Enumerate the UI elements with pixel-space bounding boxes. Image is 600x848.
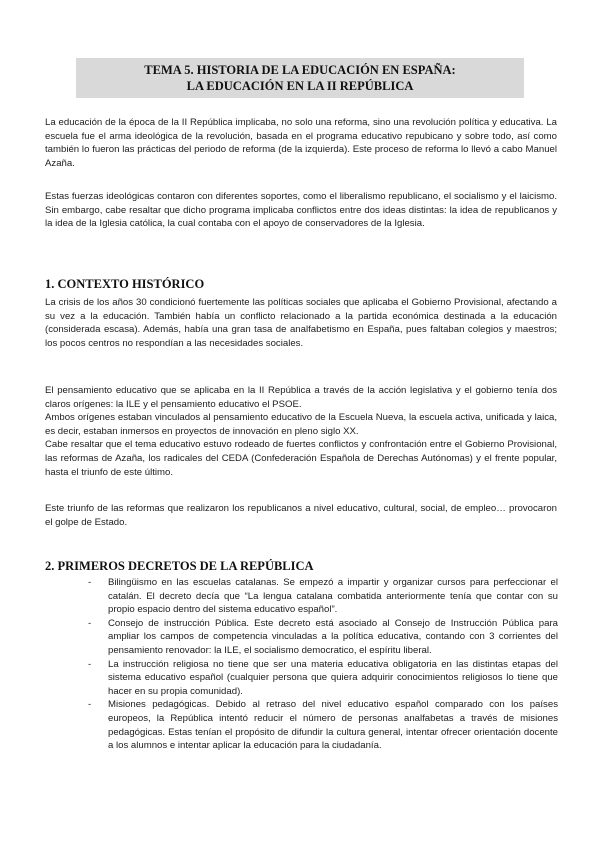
bullet-dash: - xyxy=(88,658,92,670)
bullet-dash: - xyxy=(88,699,92,711)
title-line-1: TEMA 5. HISTORIA DE LA EDUCACIÓN EN ESPAÑA: xyxy=(144,63,456,77)
title-box xyxy=(76,58,524,98)
intro-paragraph-2: Estas fuerzas ideológicas contaron con diferentes soportes, como el liberalismo republicano, el socialismo y el laicismo. Sin embargo, cabe resaltar que dicho programa implicaba conflictos entre dos ideas distintas: la idea de republicanos y la idea de la Iglesia católica, la cual contaba con el apoyo de conservadores de la Iglesia. xyxy=(45,191,557,230)
section-1-p2b: Ambos orígenes estaban vinculados al pensamiento educativo de la Escuela Nueva, la escuela activa, unificada y laica, es decir, estaban inmersos en proyectos de innovación en pleno siglo XX. xyxy=(45,412,557,437)
section-1-heading: 1. CONTEXTO HISTÓRICO xyxy=(45,277,205,291)
bullet-dash: - xyxy=(88,617,92,629)
list-item: - Misiones pedagógicas. Debido al retraso del nivel educativo español comparado con los países europeos, la República intentó reducir el número de personas analfabetas a través de misiones pedagógicas. Estas tenían el propósito de difundir la cultura general, intentar ofrecer orientación docente a los alumnos e intentar aplicar la educación para la ciudadanía. xyxy=(88,699,558,752)
section-2-heading: 2. PRIMEROS DECRETOS DE LA REPÚBLICA xyxy=(45,559,314,573)
section-1-paragraph-1: La crisis de los años 30 condicionó fuertemente las políticas sociales que aplicaba el Gobierno Provisional, afectando a su vez a la educación. También había un conflicto relacionado a la partida económica destinada a la educación (considerada escasa). Además, había una gran tasa de analfabetismo en España, pues faltaban colegios y maestros; los pocos centros no respondían a las necesidades sociales. xyxy=(45,297,557,349)
list-item: - Bilingüismo en las escuelas catalanas. Se empezó a impartir y organizar cursos para perfeccionar el catalán. El decreto decía que “La lengua catalana combatida anteriormente tenía que contar con su propio espacio dentro del sistema educativo español”. xyxy=(88,577,558,616)
decree-list xyxy=(88,576,558,753)
list-item: - Consejo de instrucción Pública. Este decreto está asociado al Consejo de Instrucción Pública para ampliar los campos de competencia vinculadas a la política educativa, contando con 3 corrientes del pensamiento renovador: la ILE, el socialismo democratico, el espíritu liberal. xyxy=(88,617,558,656)
intro-paragraph-1: La educación de la época de la II República implicaba, no solo una reforma, sino una revolución política y educativa. La escuela fue el arma ideológica de la revolución, basada en el programa educativo repubicano y sobre todo, así como también lo fueron las prácticas del periodo de reforma (de la izquierda). Este proceso de reforma lo llevó a cabo Manuel Azaña. xyxy=(45,117,557,169)
list-item: - La instrucción religiosa no tiene que ser una materia educativa obligatoria en las distintas etapas del sistema educativo español (cualquier persona que quiera adquirir conocimientos religiosos lo tiene que hacer en su propia comunidad). xyxy=(88,658,558,697)
section-1-p2a: El pensamiento educativo que se aplicaba en la II República a través de la acción legislativa y el gobierno tenía dos claros orígenes: la ILE y el pensamiento educativo el PSOE. xyxy=(45,385,557,410)
bullet-dash: - xyxy=(88,577,92,588)
title-line-2: LA EDUCACIÓN EN LA II REPÚBLICA xyxy=(186,79,414,93)
section-1-paragraph-2 xyxy=(45,384,557,479)
section-1-paragraph-3: Este triunfo de las reformas que realizaron los republicanos a nivel educativo, cultural, social, de empleo… provocaron el golpe de Estado. xyxy=(45,503,557,528)
section-1-p2c: Cabe resaltar que el tema educativo estuvo rodeado de fuertes conflictos y confrontación entre el Gobierno Provisional, las reformas de Azaña, los radicales del CEDA (Confederación Española de Derechas Autónomas) y el frente popular, hasta el triunfo de este último. xyxy=(45,439,557,478)
